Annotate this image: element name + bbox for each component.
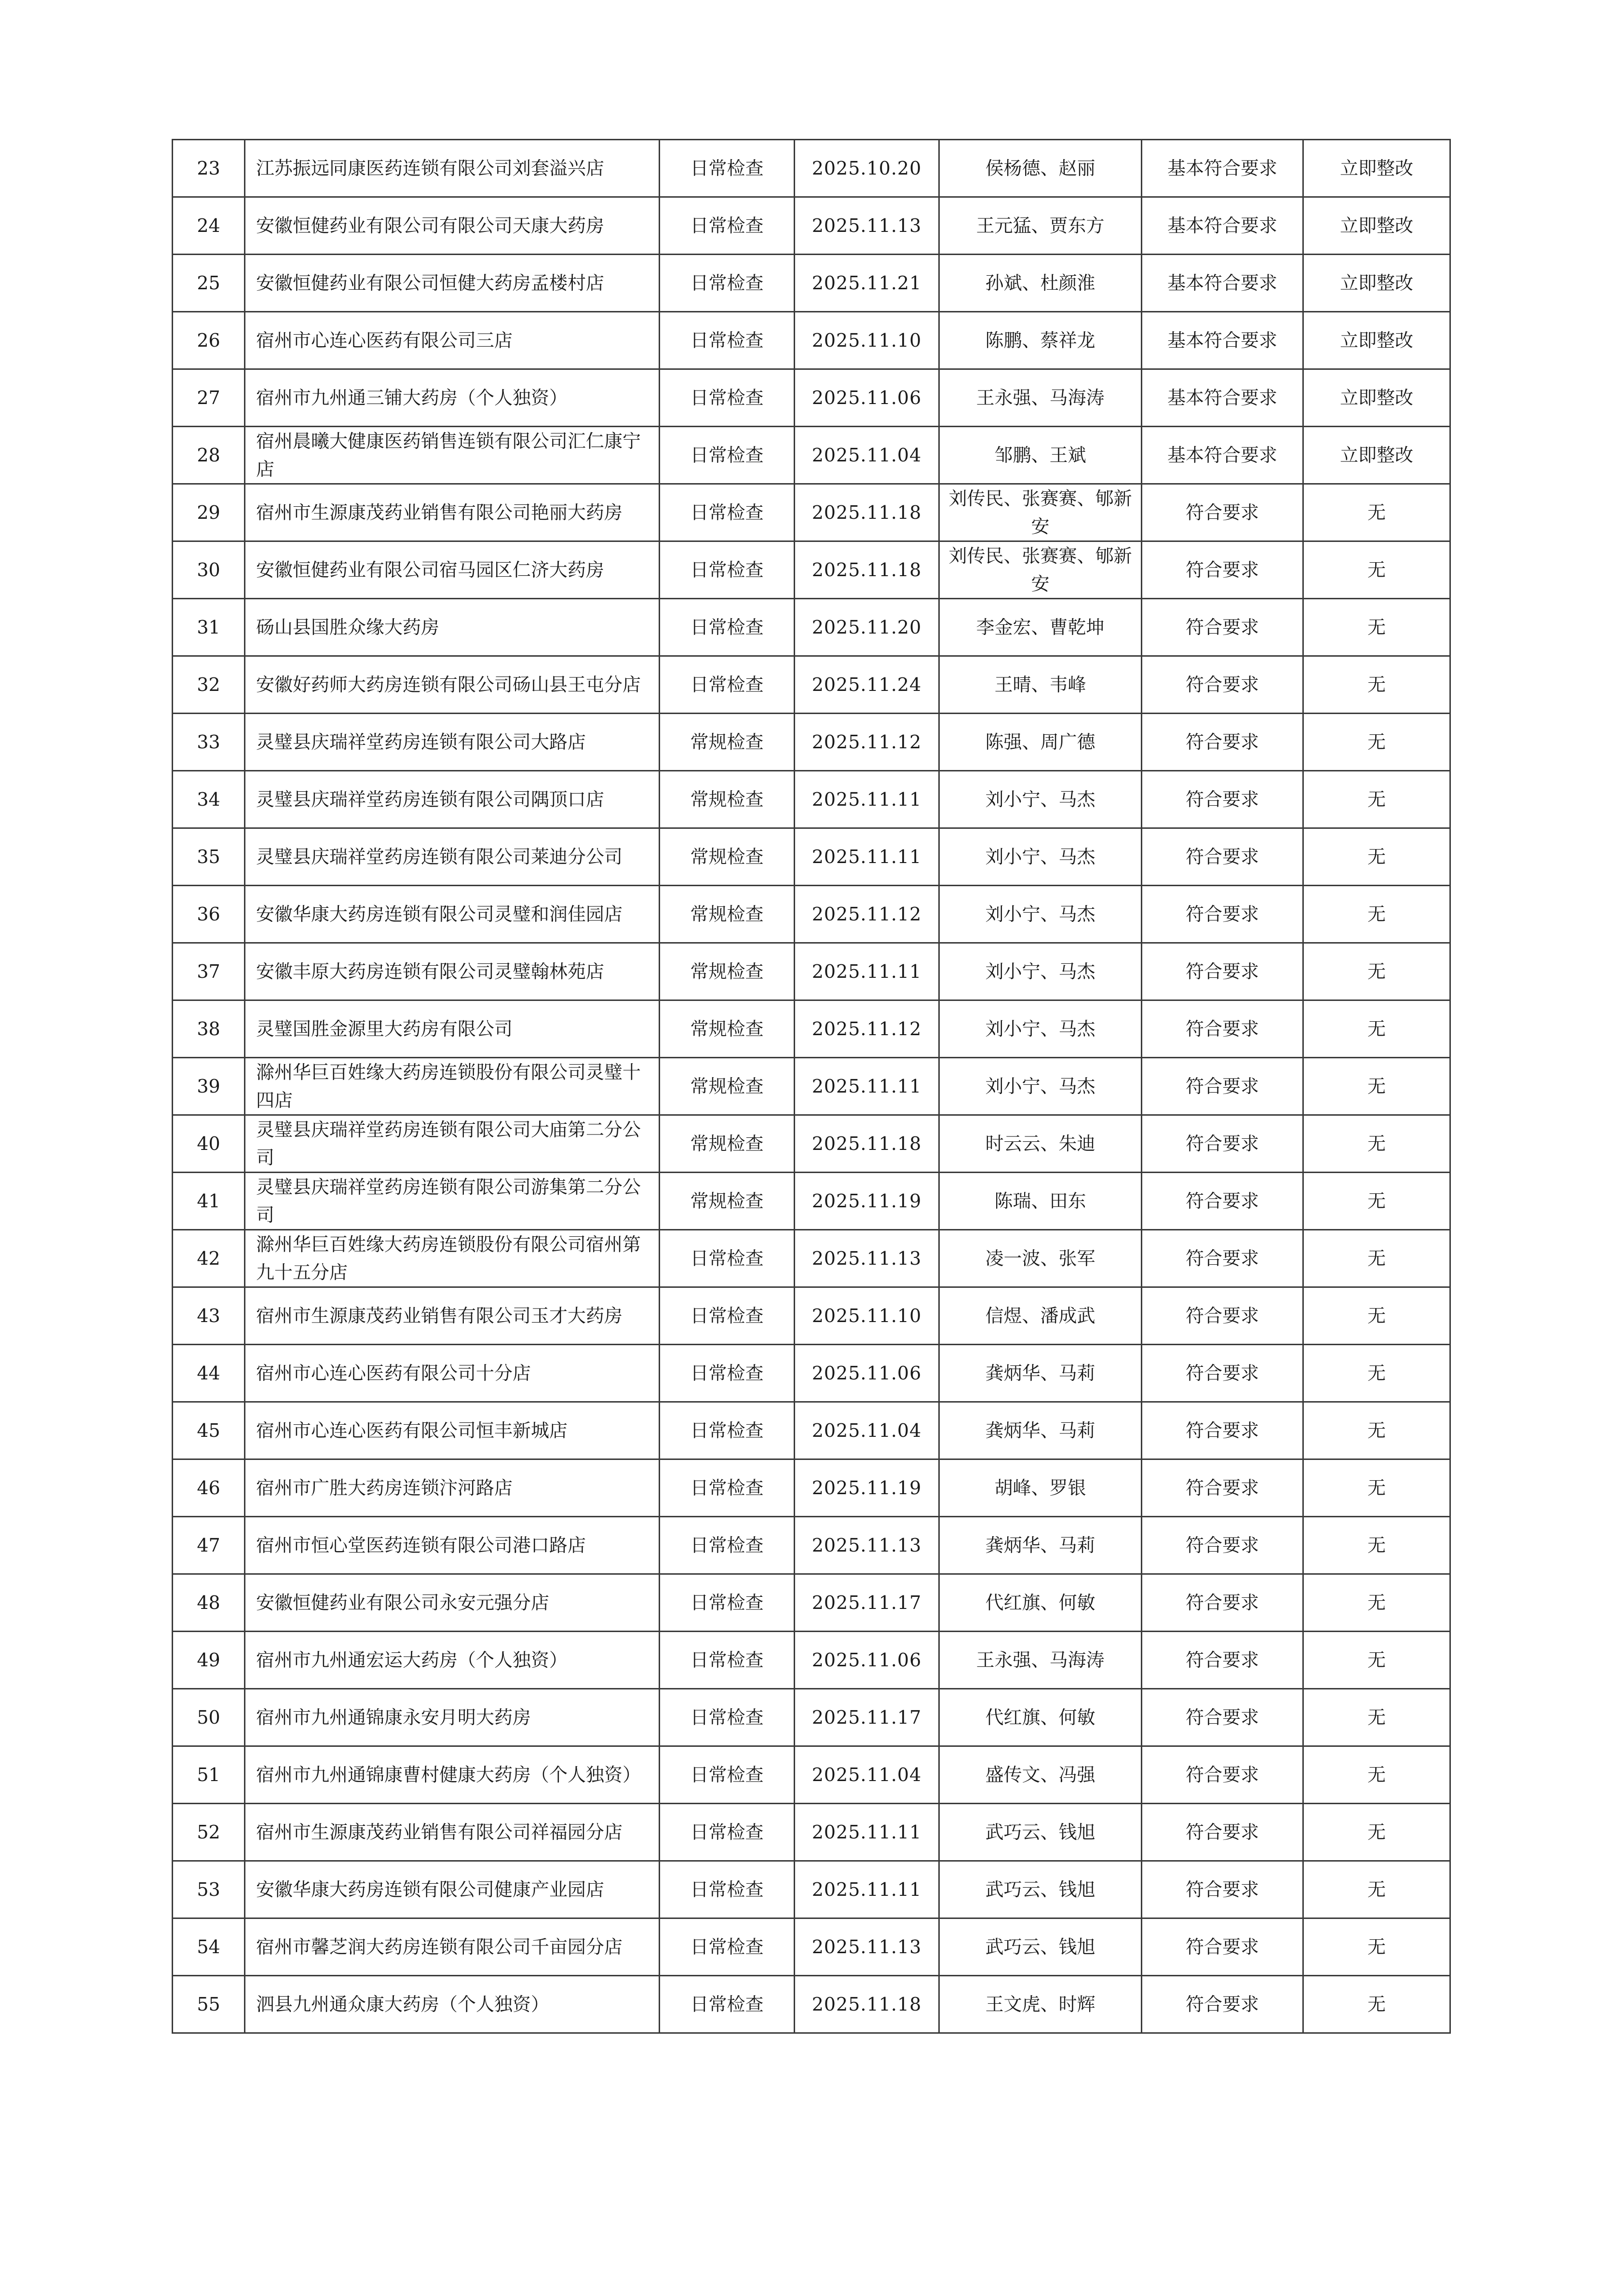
- inspection-date-cell: 2025.11.13: [795, 197, 939, 255]
- table-row: [173, 140, 1450, 197]
- result-cell: 符合要求: [1142, 1918, 1303, 1976]
- result-cell: 符合要求: [1142, 599, 1303, 656]
- handling-cell: 无: [1303, 1345, 1450, 1402]
- inspection-type-cell: 日常检查: [660, 1345, 795, 1402]
- result-cell: 基本符合要求: [1142, 427, 1303, 484]
- store-name-cell: 砀山县国胜众缘大药房: [245, 599, 660, 656]
- inspection-type-cell: 常规检查: [660, 828, 795, 886]
- inspectors-cell: 凌一波、张军: [939, 1230, 1142, 1287]
- result-cell: 符合要求: [1142, 1804, 1303, 1861]
- store-name-cell: 宿州市心连心医药有限公司恒丰新城店: [245, 1402, 660, 1459]
- table-row: [173, 1058, 1450, 1115]
- row-number-cell: 25: [173, 255, 245, 312]
- result-cell: 符合要求: [1142, 886, 1303, 943]
- table-row: [173, 886, 1450, 943]
- handling-cell: 无: [1303, 714, 1450, 771]
- handling-cell: 无: [1303, 541, 1450, 599]
- table-row: [173, 714, 1450, 771]
- inspection-date-cell: 2025.11.19: [795, 1459, 939, 1517]
- result-cell: 基本符合要求: [1142, 140, 1303, 197]
- inspection-date-cell: 2025.11.11: [795, 943, 939, 1000]
- inspection-date-cell: 2025.11.13: [795, 1230, 939, 1287]
- handling-cell: 无: [1303, 1173, 1450, 1230]
- result-cell: 符合要求: [1142, 1689, 1303, 1746]
- store-name-cell: 安徽华康大药房连锁有限公司健康产业园店: [245, 1861, 660, 1918]
- handling-cell: 立即整改: [1303, 197, 1450, 255]
- inspection-type-cell: 常规检查: [660, 1115, 795, 1173]
- row-number-cell: 51: [173, 1746, 245, 1804]
- result-cell: 符合要求: [1142, 943, 1303, 1000]
- handling-cell: 无: [1303, 1804, 1450, 1861]
- row-number-cell: 46: [173, 1459, 245, 1517]
- inspection-date-cell: 2025.11.11: [795, 771, 939, 828]
- result-cell: 符合要求: [1142, 1632, 1303, 1689]
- result-cell: 符合要求: [1142, 1287, 1303, 1345]
- result-cell: 符合要求: [1142, 1173, 1303, 1230]
- table-row: [173, 1173, 1450, 1230]
- inspection-date-cell: 2025.11.24: [795, 656, 939, 714]
- result-cell: 符合要求: [1142, 714, 1303, 771]
- store-name-cell: 宿州市九州通锦康曹村健康大药房（个人独资）: [245, 1746, 660, 1804]
- inspectors-cell: 王永强、马海涛: [939, 369, 1142, 427]
- result-cell: 符合要求: [1142, 541, 1303, 599]
- inspection-type-cell: 常规检查: [660, 714, 795, 771]
- inspection-type-cell: 常规检查: [660, 1000, 795, 1058]
- handling-cell: 立即整改: [1303, 255, 1450, 312]
- row-number-cell: 55: [173, 1976, 245, 2033]
- result-cell: 符合要求: [1142, 1230, 1303, 1287]
- inspection-date-cell: 2025.11.19: [795, 1173, 939, 1230]
- handling-cell: 无: [1303, 886, 1450, 943]
- inspection-date-cell: 2025.11.12: [795, 886, 939, 943]
- table-row: [173, 1287, 1450, 1345]
- inspectors-cell: 时云云、朱迪: [939, 1115, 1142, 1173]
- result-cell: 符合要求: [1142, 1402, 1303, 1459]
- inspection-date-cell: 2025.11.21: [795, 255, 939, 312]
- row-number-cell: 24: [173, 197, 245, 255]
- row-number-cell: 42: [173, 1230, 245, 1287]
- inspectors-cell: 刘小宁、马杰: [939, 1058, 1142, 1115]
- table-row: [173, 1632, 1450, 1689]
- store-name-cell: 安徽恒健药业有限公司恒健大药房孟楼村店: [245, 255, 660, 312]
- inspection-date-cell: 2025.11.20: [795, 599, 939, 656]
- handling-cell: 无: [1303, 1689, 1450, 1746]
- handling-cell: 无: [1303, 1976, 1450, 2033]
- inspection-date-cell: 2025.11.11: [795, 1058, 939, 1115]
- inspection-date-cell: 2025.10.20: [795, 140, 939, 197]
- store-name-cell: 江苏振远同康医药连锁有限公司刘套溢兴店: [245, 140, 660, 197]
- inspectors-cell: 龚炳华、马莉: [939, 1402, 1142, 1459]
- inspection-type-cell: 日常检查: [660, 1459, 795, 1517]
- table-row: [173, 1402, 1450, 1459]
- store-name-cell: 灵璧国胜金源里大药房有限公司: [245, 1000, 660, 1058]
- inspection-date-cell: 2025.11.12: [795, 714, 939, 771]
- inspectors-cell: 陈强、周广德: [939, 714, 1142, 771]
- inspectors-cell: 王晴、韦峰: [939, 656, 1142, 714]
- handling-cell: 无: [1303, 1000, 1450, 1058]
- row-number-cell: 34: [173, 771, 245, 828]
- handling-cell: 无: [1303, 1230, 1450, 1287]
- store-name-cell: 安徽丰原大药房连锁有限公司灵璧翰林苑店: [245, 943, 660, 1000]
- inspection-type-cell: 日常检查: [660, 312, 795, 369]
- store-name-cell: 宿州晨曦大健康医药销售连锁有限公司汇仁康宁店: [245, 427, 660, 484]
- handling-cell: 立即整改: [1303, 312, 1450, 369]
- inspection-date-cell: 2025.11.04: [795, 1402, 939, 1459]
- store-name-cell: 宿州市九州通锦康永安月明大药房: [245, 1689, 660, 1746]
- table-row: [173, 1574, 1450, 1632]
- inspection-type-cell: 常规检查: [660, 886, 795, 943]
- handling-cell: 无: [1303, 484, 1450, 541]
- inspectors-cell: 侯杨德、赵丽: [939, 140, 1142, 197]
- table-row: [173, 369, 1450, 427]
- inspection-date-cell: 2025.11.11: [795, 828, 939, 886]
- inspection-type-cell: 日常检查: [660, 1689, 795, 1746]
- store-name-cell: 滁州华巨百姓缘大药房连锁股份有限公司灵璧十四店: [245, 1058, 660, 1115]
- inspection-type-cell: 日常检查: [660, 599, 795, 656]
- result-cell: 符合要求: [1142, 484, 1303, 541]
- store-name-cell: 灵璧县庆瑞祥堂药房连锁有限公司莱迪分公司: [245, 828, 660, 886]
- store-name-cell: 宿州市生源康茂药业销售有限公司祥福园分店: [245, 1804, 660, 1861]
- inspection-type-cell: 日常检查: [660, 656, 795, 714]
- handling-cell: 无: [1303, 1574, 1450, 1632]
- inspectors-cell: 盛传文、冯强: [939, 1746, 1142, 1804]
- row-number-cell: 31: [173, 599, 245, 656]
- inspection-type-cell: 日常检查: [660, 197, 795, 255]
- table-row: [173, 656, 1450, 714]
- handling-cell: 无: [1303, 1115, 1450, 1173]
- inspection-date-cell: 2025.11.17: [795, 1574, 939, 1632]
- inspection-date-cell: 2025.11.04: [795, 427, 939, 484]
- inspectors-cell: 武巧云、钱旭: [939, 1918, 1142, 1976]
- table-row: [173, 1115, 1450, 1173]
- handling-cell: 立即整改: [1303, 427, 1450, 484]
- result-cell: 符合要求: [1142, 1459, 1303, 1517]
- handling-cell: 无: [1303, 1402, 1450, 1459]
- inspection-date-cell: 2025.11.11: [795, 1804, 939, 1861]
- inspection-type-cell: 日常检查: [660, 1517, 795, 1574]
- store-name-cell: 宿州市恒心堂医药连锁有限公司港口路店: [245, 1517, 660, 1574]
- handling-cell: 无: [1303, 771, 1450, 828]
- inspection-type-cell: 常规检查: [660, 1058, 795, 1115]
- inspection-date-cell: 2025.11.13: [795, 1517, 939, 1574]
- table-row: [173, 427, 1450, 484]
- row-number-cell: 41: [173, 1173, 245, 1230]
- row-number-cell: 23: [173, 140, 245, 197]
- row-number-cell: 52: [173, 1804, 245, 1861]
- inspection-type-cell: 日常检查: [660, 369, 795, 427]
- inspectors-cell: 孙斌、杜颜淮: [939, 255, 1142, 312]
- result-cell: 符合要求: [1142, 771, 1303, 828]
- table-row: [173, 255, 1450, 312]
- inspection-date-cell: 2025.11.06: [795, 369, 939, 427]
- row-number-cell: 29: [173, 484, 245, 541]
- row-number-cell: 26: [173, 312, 245, 369]
- store-name-cell: 安徽华康大药房连锁有限公司灵璧和润佳园店: [245, 886, 660, 943]
- result-cell: 符合要求: [1142, 828, 1303, 886]
- result-cell: 符合要求: [1142, 1058, 1303, 1115]
- table-row: [173, 771, 1450, 828]
- row-number-cell: 50: [173, 1689, 245, 1746]
- store-name-cell: 灵璧县庆瑞祥堂药房连锁有限公司隅顶口店: [245, 771, 660, 828]
- inspection-date-cell: 2025.11.17: [795, 1689, 939, 1746]
- inspectors-cell: 刘小宁、马杰: [939, 771, 1142, 828]
- table-row: [173, 484, 1450, 541]
- inspection-type-cell: 日常检查: [660, 541, 795, 599]
- store-name-cell: 宿州市心连心医药有限公司三店: [245, 312, 660, 369]
- row-number-cell: 45: [173, 1402, 245, 1459]
- result-cell: 基本符合要求: [1142, 255, 1303, 312]
- inspectors-cell: 王元猛、贾东方: [939, 197, 1142, 255]
- inspectors-cell: 刘传民、张赛赛、郇新安: [939, 541, 1142, 599]
- inspection-type-cell: 日常检查: [660, 1918, 795, 1976]
- store-name-cell: 宿州市九州通三铺大药房（个人独资）: [245, 369, 660, 427]
- inspection-type-cell: 日常检查: [660, 1861, 795, 1918]
- inspection-date-cell: 2025.11.06: [795, 1345, 939, 1402]
- inspection-type-cell: 常规检查: [660, 771, 795, 828]
- store-name-cell: 宿州市广胜大药房连锁汴河路店: [245, 1459, 660, 1517]
- inspection-date-cell: 2025.11.18: [795, 541, 939, 599]
- store-name-cell: 滁州华巨百姓缘大药房连锁股份有限公司宿州第九十五分店: [245, 1230, 660, 1287]
- handling-cell: 无: [1303, 943, 1450, 1000]
- row-number-cell: 30: [173, 541, 245, 599]
- handling-cell: 无: [1303, 656, 1450, 714]
- handling-cell: 无: [1303, 1517, 1450, 1574]
- handling-cell: 无: [1303, 1287, 1450, 1345]
- row-number-cell: 48: [173, 1574, 245, 1632]
- inspectors-cell: 信煜、潘成武: [939, 1287, 1142, 1345]
- table-row: [173, 1459, 1450, 1517]
- inspection-date-cell: 2025.11.18: [795, 1976, 939, 2033]
- inspection-type-cell: 日常检查: [660, 1804, 795, 1861]
- inspectors-cell: 邹鹏、王斌: [939, 427, 1142, 484]
- table-row: [173, 1000, 1450, 1058]
- store-name-cell: 宿州市心连心医药有限公司十分店: [245, 1345, 660, 1402]
- table-row: [173, 541, 1450, 599]
- table-row: [173, 197, 1450, 255]
- handling-cell: 无: [1303, 1632, 1450, 1689]
- inspection-date-cell: 2025.11.11: [795, 1861, 939, 1918]
- store-name-cell: 宿州市九州通宏运大药房（个人独资）: [245, 1632, 660, 1689]
- store-name-cell: 灵璧县庆瑞祥堂药房连锁有限公司游集第二分公司: [245, 1173, 660, 1230]
- handling-cell: 无: [1303, 1459, 1450, 1517]
- inspectors-cell: 陈鹏、蔡祥龙: [939, 312, 1142, 369]
- handling-cell: 无: [1303, 1861, 1450, 1918]
- inspectors-cell: 代红旗、何敏: [939, 1574, 1142, 1632]
- table-row: [173, 1976, 1450, 2033]
- inspectors-cell: 王永强、马海涛: [939, 1632, 1142, 1689]
- table-row: [173, 943, 1450, 1000]
- table-row: [173, 1345, 1450, 1402]
- inspection-type-cell: 日常检查: [660, 427, 795, 484]
- inspectors-cell: 武巧云、钱旭: [939, 1804, 1142, 1861]
- inspection-date-cell: 2025.11.12: [795, 1000, 939, 1058]
- inspection-date-cell: 2025.11.10: [795, 1287, 939, 1345]
- inspection-date-cell: 2025.11.10: [795, 312, 939, 369]
- result-cell: 基本符合要求: [1142, 197, 1303, 255]
- store-name-cell: 安徽好药师大药房连锁有限公司砀山县王屯分店: [245, 656, 660, 714]
- inspection-type-cell: 日常检查: [660, 1287, 795, 1345]
- handling-cell: 无: [1303, 1058, 1450, 1115]
- inspection-type-cell: 日常检查: [660, 1746, 795, 1804]
- row-number-cell: 33: [173, 714, 245, 771]
- table-row: [173, 1230, 1450, 1287]
- row-number-cell: 35: [173, 828, 245, 886]
- store-name-cell: 安徽恒健药业有限公司有限公司天康大药房: [245, 197, 660, 255]
- result-cell: 基本符合要求: [1142, 369, 1303, 427]
- inspectors-cell: 刘小宁、马杰: [939, 886, 1142, 943]
- inspection-date-cell: 2025.11.18: [795, 1115, 939, 1173]
- inspectors-cell: 刘传民、张赛赛、郇新安: [939, 484, 1142, 541]
- result-cell: 符合要求: [1142, 656, 1303, 714]
- table-row: [173, 1746, 1450, 1804]
- result-cell: 基本符合要求: [1142, 312, 1303, 369]
- result-cell: 符合要求: [1142, 1861, 1303, 1918]
- table-row: [173, 1517, 1450, 1574]
- store-name-cell: 宿州市生源康茂药业销售有限公司玉才大药房: [245, 1287, 660, 1345]
- inspection-date-cell: 2025.11.13: [795, 1918, 939, 1976]
- row-number-cell: 37: [173, 943, 245, 1000]
- inspection-type-cell: 日常检查: [660, 140, 795, 197]
- inspection-type-cell: 日常检查: [660, 1976, 795, 2033]
- row-number-cell: 49: [173, 1632, 245, 1689]
- inspection-type-cell: 常规检查: [660, 1173, 795, 1230]
- row-number-cell: 28: [173, 427, 245, 484]
- row-number-cell: 44: [173, 1345, 245, 1402]
- inspection-date-cell: 2025.11.04: [795, 1746, 939, 1804]
- row-number-cell: 36: [173, 886, 245, 943]
- row-number-cell: 53: [173, 1861, 245, 1918]
- result-cell: 符合要求: [1142, 1574, 1303, 1632]
- result-cell: 符合要求: [1142, 1115, 1303, 1173]
- store-name-cell: 安徽恒健药业有限公司宿马园区仁济大药房: [245, 541, 660, 599]
- inspectors-cell: 龚炳华、马莉: [939, 1517, 1142, 1574]
- table-row: [173, 312, 1450, 369]
- store-name-cell: 宿州市馨芝润大药房连锁有限公司千亩园分店: [245, 1918, 660, 1976]
- store-name-cell: 泗县九州通众康大药房（个人独资）: [245, 1976, 660, 2033]
- inspection-type-cell: 日常检查: [660, 1632, 795, 1689]
- inspection-type-cell: 日常检查: [660, 255, 795, 312]
- result-cell: 符合要求: [1142, 1976, 1303, 2033]
- table-row: [173, 599, 1450, 656]
- inspectors-cell: 胡峰、罗银: [939, 1459, 1142, 1517]
- table-row: [173, 1861, 1450, 1918]
- inspection-type-cell: 日常检查: [660, 1230, 795, 1287]
- inspectors-cell: 刘小宁、马杰: [939, 828, 1142, 886]
- inspection-type-cell: 常规检查: [660, 943, 795, 1000]
- inspection-type-cell: 日常检查: [660, 1402, 795, 1459]
- inspection-date-cell: 2025.11.06: [795, 1632, 939, 1689]
- table-row: [173, 1918, 1450, 1976]
- table-row: [173, 1689, 1450, 1746]
- handling-cell: 立即整改: [1303, 369, 1450, 427]
- inspection-date-cell: 2025.11.18: [795, 484, 939, 541]
- table-row: [173, 1804, 1450, 1861]
- handling-cell: 无: [1303, 828, 1450, 886]
- store-name-cell: 安徽恒健药业有限公司永安元强分店: [245, 1574, 660, 1632]
- handling-cell: 立即整改: [1303, 140, 1450, 197]
- result-cell: 符合要求: [1142, 1000, 1303, 1058]
- store-name-cell: 灵璧县庆瑞祥堂药房连锁有限公司大庙第二分公司: [245, 1115, 660, 1173]
- inspection-type-cell: 日常检查: [660, 484, 795, 541]
- inspectors-cell: 武巧云、钱旭: [939, 1861, 1142, 1918]
- row-number-cell: 43: [173, 1287, 245, 1345]
- row-number-cell: 39: [173, 1058, 245, 1115]
- inspection-record-table: [172, 139, 1451, 2034]
- inspectors-cell: 代红旗、何敏: [939, 1689, 1142, 1746]
- row-number-cell: 54: [173, 1918, 245, 1976]
- handling-cell: 无: [1303, 1918, 1450, 1976]
- inspection-type-cell: 日常检查: [660, 1574, 795, 1632]
- table-body: [173, 140, 1450, 2033]
- inspectors-cell: 李金宏、曹乾坤: [939, 599, 1142, 656]
- row-number-cell: 47: [173, 1517, 245, 1574]
- inspectors-cell: 刘小宁、马杰: [939, 1000, 1142, 1058]
- handling-cell: 无: [1303, 1746, 1450, 1804]
- inspectors-cell: 龚炳华、马莉: [939, 1345, 1142, 1402]
- result-cell: 符合要求: [1142, 1746, 1303, 1804]
- inspectors-cell: 王文虎、时辉: [939, 1976, 1142, 2033]
- row-number-cell: 38: [173, 1000, 245, 1058]
- row-number-cell: 27: [173, 369, 245, 427]
- store-name-cell: 灵璧县庆瑞祥堂药房连锁有限公司大路店: [245, 714, 660, 771]
- table-row: [173, 828, 1450, 886]
- row-number-cell: 32: [173, 656, 245, 714]
- inspectors-cell: 陈瑞、田东: [939, 1173, 1142, 1230]
- row-number-cell: 40: [173, 1115, 245, 1173]
- store-name-cell: 宿州市生源康茂药业销售有限公司艳丽大药房: [245, 484, 660, 541]
- inspectors-cell: 刘小宁、马杰: [939, 943, 1142, 1000]
- result-cell: 符合要求: [1142, 1517, 1303, 1574]
- handling-cell: 无: [1303, 599, 1450, 656]
- result-cell: 符合要求: [1142, 1345, 1303, 1402]
